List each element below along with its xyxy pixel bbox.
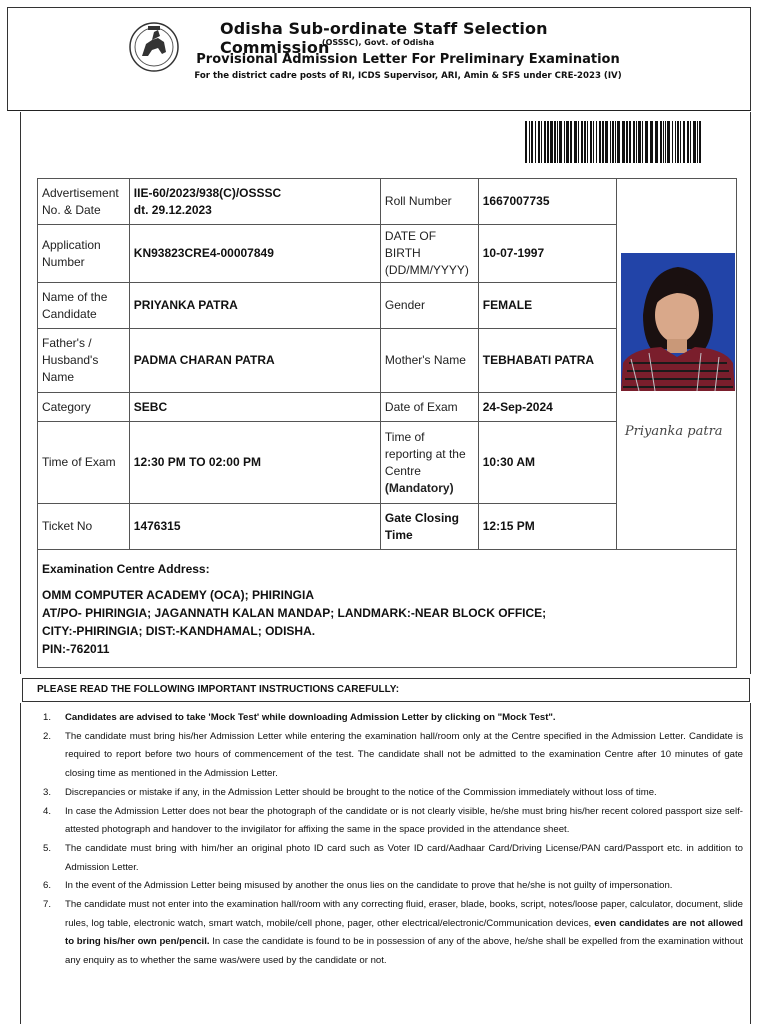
- reporting-mandatory: (Mandatory): [384, 480, 454, 495]
- instruction-item: 1. Candidates are advised to take 'Mock Test' while downloading Admission Letter by clicking on "Mock Test".: [43, 712, 556, 723]
- father-label: Father's / Husband's Name: [38, 329, 130, 393]
- commission-title: Odisha Sub-ordinate Staff Selection Commission: [220, 19, 548, 57]
- app-value: KN93823CRE4-00007849: [129, 225, 380, 283]
- instructions-list: [43, 709, 743, 971]
- adv-value: [129, 179, 380, 225]
- reporting-label-text: Time of reporting at the Centre: [384, 429, 466, 478]
- instruction-item: 5. The candidate must bring with him/her an original photo ID card such as Voter ID card/Aadhaar Card/Driving License/PAN card/Passport etc. in addition to Admission Letter.: [43, 842, 743, 873]
- ticket-label: Ticket No: [38, 504, 130, 550]
- address-line-1: OMM COMPUTER ACADEMY (OCA); PHIRINGIA: [42, 587, 314, 602]
- father-value: PADMA CHARAN PATRA: [129, 329, 380, 393]
- letter-title: Provisional Admission Letter For Preliminary Examination: [196, 52, 620, 67]
- address-line-4: PIN:-762011: [42, 641, 110, 656]
- letter-scope: For the district cadre posts of RI, ICDS Supervisor, ARI, Amin & SFS under CRE-2023 (IV): [194, 71, 622, 81]
- exam-date-value: 24-Sep-2024: [478, 393, 616, 422]
- dob-value: 10-07-1997: [478, 225, 616, 283]
- roll-value: 1667007735: [478, 179, 616, 225]
- address-label: Examination Centre Address:: [42, 561, 210, 576]
- exam-time-label: Time of Exam: [38, 422, 130, 504]
- app-label: Application Number: [38, 225, 130, 283]
- adv-label: Advertisement No. & Date: [38, 179, 130, 225]
- name-value: PRIYANKA PATRA: [129, 283, 380, 329]
- exam-date-label: Date of Exam: [380, 393, 478, 422]
- candidate-photo: [621, 253, 735, 391]
- photo-signature-cell: [616, 179, 736, 550]
- instruction-item: 7. The candidate must not enter into the examination hall/room with any correcting fluid, eraser, blade, books, script, notes/loose paper, calculator, document, slide rules, log table, electronic watch, smart watch, mobile/cell phone, pager, other electrical/electronic/Communication devices, even candidates are not allowed to bring his/her own pen/pencil. In case the candidate is found to be in possession of any of the above, he/she shall be expelled from the examination without any enquiry as to whether the same was/were used by the candidate or not.: [43, 899, 743, 967]
- exam-time-value: 12:30 PM TO 02:00 PM: [129, 422, 380, 504]
- category-value: SEBC: [129, 393, 380, 422]
- dob-label: DATE OF BIRTH (DD/MM/YYYY): [380, 225, 478, 283]
- osssc-emblem-icon: [128, 18, 180, 76]
- exam-centre-address: [38, 550, 737, 668]
- instruction-item: 6. In the event of the Admission Letter being misused by another the onus lies on the candidate to prove that he/she is not guilty of impersonation.: [43, 880, 673, 892]
- candidate-details-table: [37, 178, 737, 668]
- instructions-section: [20, 703, 751, 1024]
- name-label: Name of the Candidate: [38, 283, 130, 329]
- adv-number: IIE-60/2023/938(C)/OSSSC: [133, 185, 282, 200]
- roll-label: Roll Number: [380, 179, 478, 225]
- adv-date: dt. 29.12.2023: [133, 202, 212, 217]
- commission-subtitle: (OSSSC), Govt. of Odisha: [321, 38, 435, 47]
- letter-header: [7, 7, 751, 111]
- barcode-icon: [525, 121, 701, 163]
- instructions-heading: PLEASE READ THE FOLLOWING IMPORTANT INSTRUCTIONS CAREFULLY:: [22, 678, 750, 702]
- gender-label: Gender: [380, 283, 478, 329]
- instruction-item: 4. In case the Admission Letter does not bear the photograph of the candidate or is not clearly visible, he/she must bring his/her recent colored passport size self-attested photograph and handover to the invigilator for affixing the same in the space provided in the attendance sheet.: [43, 805, 743, 836]
- ticket-value: 1476315: [129, 504, 380, 550]
- instruction-item: 3. Discrepancies or mistake if any, in the Admission Letter should be brought to the notice of the Commission immediately without loss of time.: [43, 786, 657, 798]
- address-line-2: AT/PO- PHIRINGIA; JAGANNATH KALAN MANDAP; LANDMARK:-NEAR BLOCK OFFICE;: [42, 605, 547, 620]
- reporting-value: 10:30 AM: [478, 422, 616, 504]
- gender-value: FEMALE: [478, 283, 616, 329]
- address-line-3: CITY:-PHIRINGIA; DIST:-KANDHAMAL; ODISHA.: [42, 623, 316, 638]
- mother-label: Mother's Name: [380, 329, 478, 393]
- candidate-signature: Priyanka patra: [624, 424, 723, 439]
- instruction-item: 2. The candidate must bring his/her Admission Letter while entering the examination hall/room only at the Centre specified in the Admission Letter. Candidate is required to report before two hours of commencement of the test. The candidate shall not be admitted to the examination Centre after 10 minutes of gate closing time as mentioned in the Admission Letter.: [43, 730, 743, 780]
- reporting-label: [380, 422, 478, 504]
- gate-label: Gate Closing Time: [380, 504, 478, 550]
- gate-value: 12:15 PM: [478, 504, 616, 550]
- mother-value: TEBHABATI PATRA: [478, 329, 616, 393]
- category-label: Category: [38, 393, 130, 422]
